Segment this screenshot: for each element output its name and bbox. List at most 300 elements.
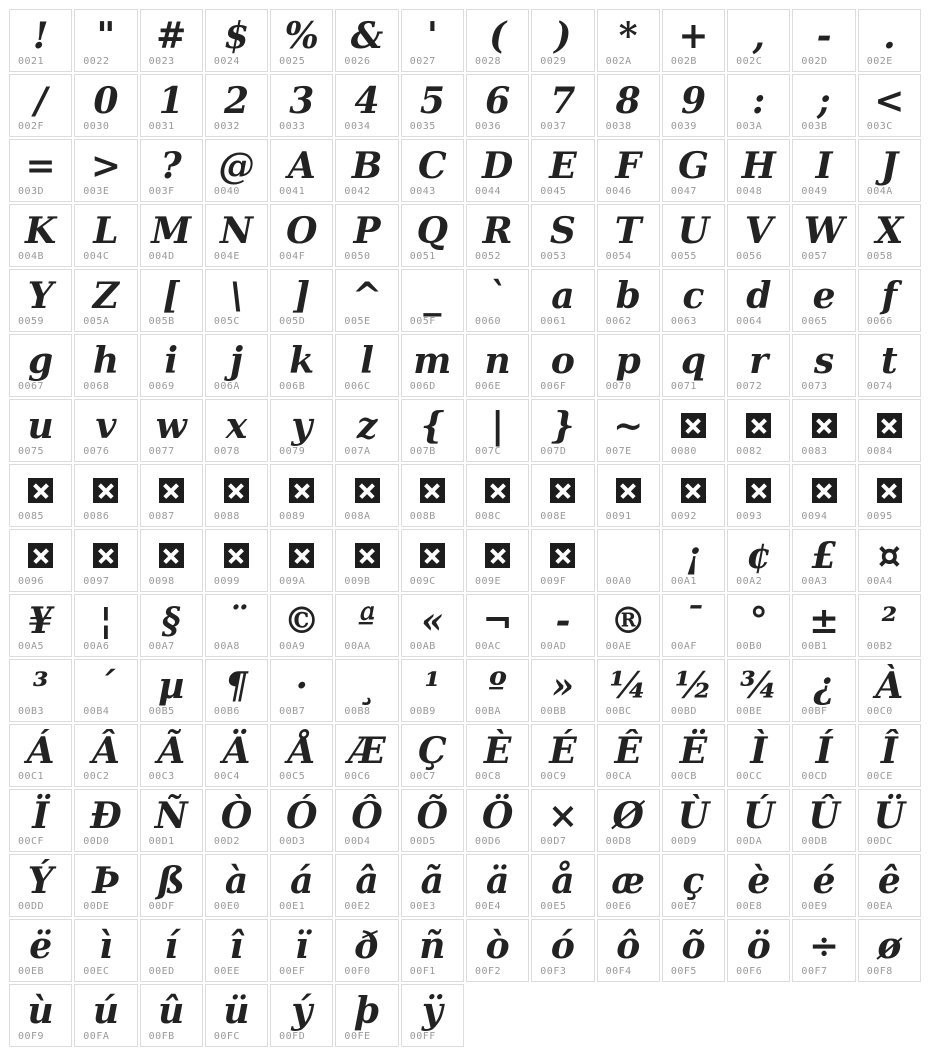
glyph-cell[interactable] xyxy=(205,464,268,527)
glyph-cell[interactable] xyxy=(270,464,333,527)
glyph-cell[interactable] xyxy=(727,399,790,462)
glyph-cell[interactable] xyxy=(9,984,72,1047)
glyph-cell[interactable] xyxy=(727,204,790,267)
glyph: ¡ xyxy=(685,535,702,577)
glyph-cell[interactable] xyxy=(335,204,398,267)
glyph-cell[interactable] xyxy=(74,529,137,592)
glyph-cell[interactable] xyxy=(140,724,203,787)
glyph: ¯ xyxy=(684,600,703,642)
codepoint-label: 005C xyxy=(213,316,240,327)
glyph: µ xyxy=(158,665,185,707)
glyph: ë xyxy=(29,925,53,967)
glyph-cell[interactable] xyxy=(335,529,398,592)
glyph-cell[interactable] xyxy=(792,724,855,787)
glyph-cell[interactable] xyxy=(74,854,137,917)
glyph-cell[interactable] xyxy=(140,919,203,982)
glyph-cell[interactable] xyxy=(74,9,137,72)
glyph-cell[interactable] xyxy=(335,139,398,202)
glyph-cell[interactable] xyxy=(531,399,594,462)
glyph-cell[interactable] xyxy=(597,334,660,397)
codepoint-label: 0039 xyxy=(670,121,697,132)
glyph-cell[interactable] xyxy=(74,269,137,332)
glyph-cell[interactable] xyxy=(270,594,333,657)
glyph-cell[interactable] xyxy=(792,919,855,982)
glyph-cell[interactable] xyxy=(140,74,203,137)
codepoint-label: 004B xyxy=(18,251,45,262)
glyph-cell[interactable] xyxy=(401,594,464,657)
glyph-cell[interactable] xyxy=(401,919,464,982)
glyph-cell[interactable] xyxy=(401,269,464,332)
notdef-tofu-icon xyxy=(28,543,53,568)
glyph: · xyxy=(295,665,309,707)
glyph-cell[interactable] xyxy=(74,919,137,982)
glyph-cell[interactable] xyxy=(858,854,921,917)
glyph-cell[interactable] xyxy=(727,919,790,982)
glyph-cell[interactable] xyxy=(597,659,660,722)
glyph-cell[interactable] xyxy=(205,984,268,1047)
glyph-cell[interactable] xyxy=(662,399,725,462)
glyph: } xyxy=(551,405,575,447)
glyph-cell[interactable] xyxy=(531,919,594,982)
glyph-cell[interactable] xyxy=(727,594,790,657)
glyph-cell[interactable] xyxy=(335,269,398,332)
glyph-cell[interactable] xyxy=(9,854,72,917)
glyph: ³ xyxy=(32,665,49,707)
glyph-cell[interactable] xyxy=(140,269,203,332)
codepoint-label: 00CC xyxy=(736,771,763,782)
glyph-cell[interactable] xyxy=(401,984,464,1047)
codepoint-label: 0054 xyxy=(605,251,632,262)
glyph-cell[interactable] xyxy=(466,529,529,592)
glyph-cell[interactable] xyxy=(270,139,333,202)
glyph-cell[interactable] xyxy=(335,334,398,397)
codepoint-label: 008C xyxy=(474,511,502,522)
glyph-cell[interactable] xyxy=(270,919,333,982)
glyph-cell[interactable] xyxy=(858,594,921,657)
glyph-cell[interactable] xyxy=(597,789,660,852)
glyph-cell[interactable] xyxy=(662,789,725,852)
glyph-cell[interactable] xyxy=(858,9,921,72)
codepoint-label: 00AC xyxy=(474,641,502,652)
glyph-cell[interactable] xyxy=(205,139,268,202)
codepoint-label: 0052 xyxy=(474,251,502,262)
glyph-cell[interactable] xyxy=(466,789,529,852)
glyph-cell[interactable] xyxy=(9,919,72,982)
codepoint-label: 0099 xyxy=(213,576,240,587)
glyph-cell[interactable] xyxy=(270,269,333,332)
codepoint-label: 00CA xyxy=(605,771,632,782)
glyph-cell[interactable] xyxy=(9,594,72,657)
glyph-cell[interactable] xyxy=(401,204,464,267)
glyph-cell[interactable] xyxy=(597,9,660,72)
glyph: ø xyxy=(877,925,902,967)
glyph-cell[interactable] xyxy=(140,9,203,72)
glyph-cell[interactable] xyxy=(727,789,790,852)
glyph-cell[interactable] xyxy=(9,204,72,267)
glyph-cell[interactable] xyxy=(140,529,203,592)
glyph-cell[interactable] xyxy=(401,74,464,137)
glyph-cell[interactable] xyxy=(466,724,529,787)
glyph-cell[interactable] xyxy=(270,9,333,72)
codepoint-label: 00BC xyxy=(605,706,632,717)
glyph-cell[interactable] xyxy=(597,529,660,592)
glyph: å xyxy=(551,860,575,902)
codepoint-label: 0031 xyxy=(148,121,175,132)
glyph-cell[interactable] xyxy=(858,204,921,267)
glyph-cell[interactable] xyxy=(466,919,529,982)
glyph-cell[interactable] xyxy=(466,74,529,137)
glyph: ¥ xyxy=(28,600,54,642)
glyph-cell[interactable] xyxy=(531,854,594,917)
glyph-cell[interactable] xyxy=(792,529,855,592)
glyph-cell[interactable] xyxy=(140,789,203,852)
glyph: £ xyxy=(811,535,837,577)
glyph-cell[interactable] xyxy=(858,139,921,202)
codepoint-label: 0055 xyxy=(670,251,697,262)
glyph-cell[interactable] xyxy=(531,334,594,397)
glyph-cell[interactable] xyxy=(205,724,268,787)
glyph-cell[interactable] xyxy=(335,984,398,1047)
glyph-cell[interactable] xyxy=(792,139,855,202)
glyph-cell[interactable] xyxy=(597,854,660,917)
glyph-cell[interactable] xyxy=(74,399,137,462)
glyph-cell[interactable] xyxy=(597,269,660,332)
glyph-cell[interactable] xyxy=(335,854,398,917)
glyph-cell[interactable] xyxy=(858,334,921,397)
glyph-cell[interactable] xyxy=(727,269,790,332)
glyph-cell[interactable] xyxy=(205,269,268,332)
glyph-cell[interactable] xyxy=(662,919,725,982)
glyph-cell[interactable] xyxy=(662,464,725,527)
glyph-cell[interactable] xyxy=(401,334,464,397)
glyph-cell[interactable] xyxy=(74,984,137,1047)
glyph-cell[interactable] xyxy=(466,204,529,267)
glyph-cell[interactable] xyxy=(205,529,268,592)
glyph-cell[interactable] xyxy=(858,399,921,462)
glyph-cell[interactable] xyxy=(140,334,203,397)
codepoint-label: 0041 xyxy=(279,186,306,197)
codepoint-label: 00FA xyxy=(83,1031,110,1042)
glyph-cell[interactable] xyxy=(335,594,398,657)
glyph-cell[interactable] xyxy=(662,659,725,722)
glyph-cell[interactable] xyxy=(140,594,203,657)
glyph-cell[interactable] xyxy=(335,659,398,722)
codepoint-label: 0061 xyxy=(540,316,567,327)
glyph-cell[interactable] xyxy=(531,269,594,332)
glyph-cell[interactable] xyxy=(205,789,268,852)
glyph-cell[interactable] xyxy=(531,464,594,527)
codepoint-label: 0063 xyxy=(670,316,697,327)
glyph-cell[interactable] xyxy=(662,724,725,787)
glyph-cell[interactable] xyxy=(662,269,725,332)
glyph-cell[interactable] xyxy=(205,854,268,917)
glyph-cell[interactable] xyxy=(662,594,725,657)
glyph-cell[interactable] xyxy=(205,334,268,397)
codepoint-label: 0060 xyxy=(474,316,502,327)
codepoint-label: 009A xyxy=(279,576,306,587)
glyph-cell[interactable] xyxy=(335,399,398,462)
glyph-cell[interactable] xyxy=(531,139,594,202)
glyph-cell[interactable] xyxy=(270,334,333,397)
notdef-tofu-icon xyxy=(355,478,380,503)
codepoint-label: 00B1 xyxy=(801,641,828,652)
glyph xyxy=(336,530,397,577)
glyph-cell[interactable] xyxy=(662,334,725,397)
glyph-cell[interactable] xyxy=(858,269,921,332)
glyph-cell[interactable] xyxy=(662,139,725,202)
glyph: < xyxy=(874,80,905,122)
glyph: p xyxy=(615,340,641,382)
glyph-cell[interactable] xyxy=(727,334,790,397)
codepoint-label: 0022 xyxy=(83,56,110,67)
glyph-cell[interactable] xyxy=(662,854,725,917)
glyph: í xyxy=(164,925,179,967)
glyph: | xyxy=(491,405,505,447)
codepoint-label: 0050 xyxy=(344,251,371,262)
glyph-cell[interactable] xyxy=(858,529,921,592)
codepoint-label: 00B5 xyxy=(148,706,175,717)
glyph-cell[interactable] xyxy=(597,399,660,462)
glyph: ß xyxy=(157,860,185,902)
glyph-cell[interactable] xyxy=(9,399,72,462)
glyph-cell[interactable] xyxy=(9,789,72,852)
glyph-cell[interactable] xyxy=(74,659,137,722)
glyph-cell[interactable] xyxy=(205,659,268,722)
glyph-cell[interactable] xyxy=(140,399,203,462)
glyph-cell[interactable] xyxy=(662,204,725,267)
glyph-cell[interactable] xyxy=(466,139,529,202)
glyph-cell[interactable] xyxy=(270,529,333,592)
glyph-cell[interactable] xyxy=(792,594,855,657)
glyph-cell[interactable] xyxy=(335,9,398,72)
codepoint-label: 006B xyxy=(279,381,306,392)
notdef-tofu-icon xyxy=(355,543,380,568)
glyph-cell[interactable] xyxy=(531,204,594,267)
codepoint-label: 00A7 xyxy=(148,641,175,652)
codepoint-label: 003C xyxy=(866,121,893,132)
glyph: b xyxy=(615,275,641,317)
glyph-cell[interactable] xyxy=(792,334,855,397)
glyph-cell[interactable] xyxy=(662,529,725,592)
codepoint-label: 0042 xyxy=(344,186,371,197)
glyph xyxy=(467,530,528,577)
glyph-cell[interactable] xyxy=(792,854,855,917)
codepoint-label: 00E0 xyxy=(213,901,240,912)
glyph-cell[interactable] xyxy=(597,724,660,787)
glyph-cell[interactable] xyxy=(466,594,529,657)
glyph xyxy=(271,465,332,512)
glyph-cell[interactable] xyxy=(597,919,660,982)
codepoint-label: 0085 xyxy=(18,511,45,522)
glyph-cell[interactable] xyxy=(270,789,333,852)
codepoint-label: 0065 xyxy=(801,316,828,327)
glyph-cell[interactable] xyxy=(205,399,268,462)
glyph-cell[interactable] xyxy=(727,139,790,202)
glyph-cell[interactable] xyxy=(792,204,855,267)
codepoint-label: 00B4 xyxy=(83,706,110,717)
glyph-cell[interactable] xyxy=(401,139,464,202)
glyph: 1 xyxy=(158,80,184,122)
glyph-cell[interactable] xyxy=(9,334,72,397)
glyph: l xyxy=(360,340,374,382)
glyph-cell[interactable] xyxy=(335,464,398,527)
glyph-cell[interactable] xyxy=(74,464,137,527)
glyph-cell[interactable] xyxy=(140,984,203,1047)
glyph-cell[interactable] xyxy=(466,269,529,332)
glyph-cell[interactable] xyxy=(597,204,660,267)
glyph-cell[interactable] xyxy=(727,659,790,722)
codepoint-label: 0096 xyxy=(18,576,45,587)
codepoint-label: 00E1 xyxy=(279,901,306,912)
glyph-cell[interactable] xyxy=(140,464,203,527)
notdef-tofu-icon xyxy=(681,478,706,503)
glyph-cell[interactable] xyxy=(466,659,529,722)
glyph-cell[interactable] xyxy=(792,74,855,137)
glyph-cell[interactable] xyxy=(270,74,333,137)
codepoint-label: 00C7 xyxy=(409,771,436,782)
glyph: õ xyxy=(681,925,706,967)
glyph-cell[interactable] xyxy=(531,659,594,722)
glyph-cell[interactable] xyxy=(140,659,203,722)
glyph-cell[interactable] xyxy=(401,854,464,917)
glyph: ½ xyxy=(674,665,713,707)
glyph-cell[interactable] xyxy=(9,9,72,72)
codepoint-label: 0062 xyxy=(605,316,632,327)
glyph-cell[interactable] xyxy=(727,529,790,592)
glyph: ° xyxy=(749,600,768,642)
codepoint-label: 005B xyxy=(148,316,175,327)
glyph-cell[interactable] xyxy=(74,139,137,202)
codepoint-label: 0047 xyxy=(670,186,697,197)
glyph-cell[interactable] xyxy=(531,594,594,657)
glyph-cell[interactable] xyxy=(74,789,137,852)
glyph-cell[interactable] xyxy=(466,334,529,397)
glyph-cell[interactable] xyxy=(335,74,398,137)
glyph-cell[interactable] xyxy=(531,789,594,852)
glyph-cell[interactable] xyxy=(466,9,529,72)
glyph-cell[interactable] xyxy=(597,464,660,527)
glyph-cell[interactable] xyxy=(9,659,72,722)
glyph-cell[interactable] xyxy=(335,724,398,787)
glyph-cell[interactable] xyxy=(792,464,855,527)
glyph-cell[interactable] xyxy=(727,464,790,527)
glyph-cell[interactable] xyxy=(792,789,855,852)
codepoint-label: 0048 xyxy=(736,186,763,197)
glyph-cell[interactable] xyxy=(9,464,72,527)
glyph-cell[interactable] xyxy=(9,529,72,592)
glyph-cell[interactable] xyxy=(662,9,725,72)
glyph-cell[interactable] xyxy=(858,919,921,982)
glyph: ) xyxy=(554,15,572,57)
glyph-cell[interactable] xyxy=(270,984,333,1047)
codepoint-label: 0056 xyxy=(736,251,763,262)
glyph-cell[interactable] xyxy=(401,659,464,722)
glyph-cell[interactable] xyxy=(335,789,398,852)
glyph xyxy=(728,465,789,512)
glyph-cell[interactable] xyxy=(727,724,790,787)
glyph-cell[interactable] xyxy=(74,724,137,787)
glyph-cell[interactable] xyxy=(792,399,855,462)
glyph: Ô xyxy=(351,795,383,837)
glyph-cell[interactable] xyxy=(858,724,921,787)
glyph-cell[interactable] xyxy=(205,204,268,267)
glyph-cell[interactable] xyxy=(401,464,464,527)
glyph-cell[interactable] xyxy=(9,724,72,787)
codepoint-label: 00E8 xyxy=(736,901,763,912)
codepoint-label: 004C xyxy=(83,251,110,262)
glyph-cell[interactable] xyxy=(270,659,333,722)
glyph-cell[interactable] xyxy=(858,464,921,527)
codepoint-label: 00E5 xyxy=(540,901,567,912)
codepoint-label: 00A1 xyxy=(670,576,697,587)
glyph-cell[interactable] xyxy=(205,919,268,982)
glyph-cell[interactable] xyxy=(270,724,333,787)
glyph-cell[interactable] xyxy=(74,204,137,267)
glyph-cell[interactable] xyxy=(335,919,398,982)
glyph: / xyxy=(34,80,48,122)
glyph-cell[interactable] xyxy=(531,9,594,72)
glyph-cell[interactable] xyxy=(727,9,790,72)
glyph-cell[interactable] xyxy=(597,139,660,202)
glyph: ê xyxy=(877,860,901,902)
notdef-tofu-icon xyxy=(746,413,771,438)
glyph: É xyxy=(549,730,577,772)
glyph: P xyxy=(353,210,381,252)
glyph-cell[interactable] xyxy=(74,74,137,137)
glyph: é xyxy=(812,860,836,902)
glyph-cell[interactable] xyxy=(401,399,464,462)
glyph-cell[interactable] xyxy=(270,204,333,267)
glyph-cell[interactable] xyxy=(597,594,660,657)
glyph-cell[interactable] xyxy=(401,724,464,787)
glyph-cell[interactable] xyxy=(140,204,203,267)
glyph-cell[interactable] xyxy=(858,74,921,137)
glyph-cell[interactable] xyxy=(466,399,529,462)
glyph-cell[interactable] xyxy=(140,854,203,917)
glyph-cell[interactable] xyxy=(727,74,790,137)
glyph-cell[interactable] xyxy=(9,139,72,202)
glyph-cell[interactable] xyxy=(205,9,268,72)
glyph-cell[interactable] xyxy=(401,9,464,72)
glyph-cell[interactable] xyxy=(727,854,790,917)
glyph-cell[interactable] xyxy=(531,724,594,787)
glyph-cell[interactable] xyxy=(270,399,333,462)
glyph: Q xyxy=(416,210,449,252)
glyph-cell[interactable] xyxy=(662,74,725,137)
glyph-cell[interactable] xyxy=(401,529,464,592)
glyph-cell[interactable] xyxy=(205,594,268,657)
glyph-cell[interactable] xyxy=(858,789,921,852)
glyph-cell[interactable] xyxy=(401,789,464,852)
glyph-cell[interactable] xyxy=(74,334,137,397)
glyph-cell[interactable] xyxy=(205,74,268,137)
glyph-cell[interactable] xyxy=(531,74,594,137)
glyph-cell[interactable] xyxy=(9,74,72,137)
glyph-cell[interactable] xyxy=(466,854,529,917)
glyph-cell[interactable] xyxy=(792,659,855,722)
glyph-cell[interactable] xyxy=(597,74,660,137)
glyph-cell[interactable] xyxy=(9,269,72,332)
glyph-cell[interactable] xyxy=(858,659,921,722)
glyph-cell[interactable] xyxy=(270,854,333,917)
glyph-cell[interactable] xyxy=(140,139,203,202)
glyph-cell[interactable] xyxy=(792,269,855,332)
glyph-cell[interactable] xyxy=(74,594,137,657)
glyph-cell[interactable] xyxy=(792,9,855,72)
glyph: î xyxy=(229,925,244,967)
glyph-cell[interactable] xyxy=(531,529,594,592)
glyph-cell[interactable] xyxy=(466,464,529,527)
